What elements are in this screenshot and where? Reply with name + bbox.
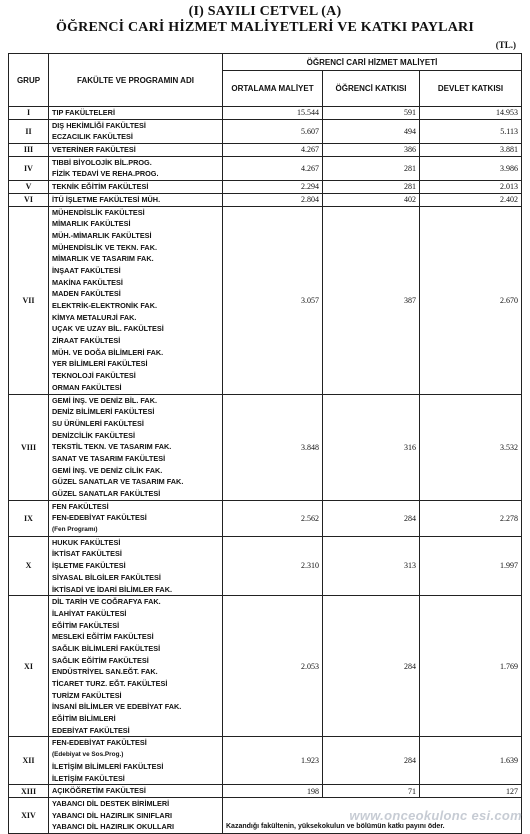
faculty-name: TEKSTİL TEKN. VE TASARIM FAK. (52, 442, 172, 452)
group-number: XI (9, 596, 49, 737)
row-note: Kazandığı fakültenin, yüksekokulun ve bölümün katkı payını öder. (223, 797, 522, 833)
table-row (9, 394, 522, 500)
group-number: IX (9, 500, 49, 536)
faculty-list (49, 144, 223, 157)
table-row (9, 500, 522, 536)
state-share-value: 3.881 (420, 144, 522, 157)
average-cost-value: 2.804 (223, 193, 323, 206)
group-number: III (9, 144, 49, 157)
student-share-value: 284 (323, 596, 420, 737)
faculty-name: İKTİSADİ VE İDARİ BİLİMLER FAK. (52, 584, 172, 594)
student-share-value: 386 (323, 144, 420, 157)
header-average-cost: ORTALAMA MALİYET (223, 71, 323, 107)
faculty-name: GÜZEL SANATLAR VE TASARIM FAK. (52, 477, 184, 487)
faculty-name: İNŞAAT FAKÜLTESİ (52, 265, 121, 275)
state-share-value: 1.769 (420, 596, 522, 737)
faculty-name: YABANCI DİL HAZIRLIK SINIFLARI (52, 810, 172, 820)
faculty-list (49, 156, 223, 180)
faculty-name: DENİZCİLİK FAKÜLTESİ (52, 430, 135, 440)
faculty-name: TIBBİ BİYOLOJİK BİL.PROG. (52, 157, 152, 167)
state-share-value: 5.113 (420, 119, 522, 143)
faculty-name: MÜHENDİSLİK FAKÜLTESİ (52, 207, 145, 217)
site-watermark: www.onceokulonc esi.com (349, 808, 522, 823)
group-number: VI (9, 193, 49, 206)
table-row (9, 119, 522, 143)
group-number: IV (9, 156, 49, 180)
average-cost-value: 4.267 (223, 144, 323, 157)
faculty-name: TURİZM FAKÜLTESİ (52, 690, 122, 700)
faculty-name: İŞLETME FAKÜLTESİ (52, 561, 126, 571)
student-share-value: 494 (323, 119, 420, 143)
faculty-name: FİZİK TEDAVİ VE REHA.PROG. (52, 169, 159, 179)
table-row (9, 181, 522, 194)
group-number: I (9, 107, 49, 120)
faculty-name: İNSANİ BİLİMLER VE EDEBİYAT FAK. (52, 702, 182, 712)
state-share-value: 2.402 (420, 193, 522, 206)
student-share-value: 313 (323, 536, 420, 595)
average-cost-value: 3.057 (223, 206, 323, 394)
faculty-list (49, 797, 223, 833)
faculty-name: GÜZEL SANATLAR FAKÜLTESİ (52, 489, 161, 498)
student-share-value: 284 (323, 500, 420, 536)
state-share-value: 3.532 (420, 394, 522, 500)
faculty-list (49, 181, 223, 194)
faculty-name: EDEBİYAT FAKÜLTESİ (52, 725, 130, 735)
student-share-value: 281 (323, 181, 420, 194)
group-number: X (9, 536, 49, 595)
faculty-list (49, 500, 223, 536)
faculty-name: İTÜ İŞLETME FAKÜLTESİ MÜH. (52, 194, 161, 204)
table-row (9, 107, 522, 120)
header-state-share: DEVLET KATKISI (420, 71, 522, 107)
state-share-value: 2.670 (420, 206, 522, 394)
faculty-name: MÜH. VE DOĞA BİLİMLERİ FAK. (52, 347, 164, 357)
average-cost-value: 5.607 (223, 119, 323, 143)
faculty-name: FEN-EDEBİYAT FAKÜLTESİ (52, 738, 147, 748)
state-share-value: 127 (420, 785, 522, 798)
faculty-name: SANAT VE TASARIM FAKÜLTESİ (52, 453, 166, 463)
faculty-list (49, 394, 223, 500)
faculty-name: UÇAK VE UZAY BİL. FAKÜLTESİ (52, 324, 164, 334)
average-cost-value: 15.544 (223, 107, 323, 120)
faculty-name: TEKNİK EĞİTİM FAKÜLTESİ (52, 182, 149, 192)
state-share-value: 3.986 (420, 156, 522, 180)
faculty-name: DIŞ HEKİMLİĞİ FAKÜLTESİ (52, 120, 146, 130)
table-row (9, 144, 522, 157)
group-number: II (9, 119, 49, 143)
state-share-value: 2.013 (420, 181, 522, 194)
faculty-name: YABANCI DİL DESTEK BİRİMLERİ (52, 798, 170, 808)
faculty-name: (Fen Programı) (52, 526, 98, 534)
faculty-name: YER BİLİMLERİ FAKÜLTESİ (52, 359, 148, 369)
group-number: XII (9, 737, 49, 785)
faculty-name: ECZACILIK FAKÜLTESİ (52, 132, 133, 142)
cost-table (8, 53, 522, 834)
faculty-name: ENDÜSTRİYEL SAN.EĞT. FAK. (52, 667, 158, 677)
table-row (9, 193, 522, 206)
faculty-name: İKTİSAT FAKÜLTESİ (52, 549, 122, 559)
document-subtitle: ÖĞRENCİ CARİ HİZMET MALİYETLERİ VE KATKI PAYLARI (55, 20, 474, 35)
table-row (9, 737, 522, 785)
student-share-value: 71 (323, 785, 420, 798)
faculty-name: MESLEKİ EĞİTİM FAKÜLTESİ (52, 632, 154, 642)
student-share-value: 402 (323, 193, 420, 206)
faculty-name: MİMARLIK VE TASARIM FAK. (52, 254, 154, 264)
average-cost-value: 2.053 (223, 596, 323, 737)
student-share-value: 387 (323, 206, 420, 394)
faculty-list (49, 119, 223, 143)
faculty-name: GEMİ İNŞ. VE DENİZ CİLİK FAK. (52, 465, 163, 475)
faculty-name: KİMYA METALURJİ FAK. (52, 312, 137, 322)
average-cost-value: 2.294 (223, 181, 323, 194)
faculty-list (49, 737, 223, 785)
header-grup: GRUP (9, 54, 49, 107)
faculty-name: MÜHENDİSLİK VE TEKN. FAK. (52, 242, 157, 252)
faculty-name: DENİZ BİLİMLERİ FAKÜLTESİ (52, 407, 155, 417)
average-cost-value: 198 (223, 785, 323, 798)
faculty-name: YABANCI DİL HAZIRLIK OKULLARI (52, 822, 175, 832)
average-cost-value: 3.848 (223, 394, 323, 500)
faculty-name: MÜH.-MİMARLIK FAKÜLTESİ (52, 230, 152, 240)
group-number: VIII (9, 394, 49, 500)
average-cost-value: 2.562 (223, 500, 323, 536)
table-row (9, 206, 522, 394)
faculty-list (49, 193, 223, 206)
group-number: V (9, 181, 49, 194)
faculty-name: TIP FAKÜLTELERİ (52, 108, 115, 117)
group-number: VII (9, 206, 49, 394)
average-cost-value: 1.923 (223, 737, 323, 785)
table-row (9, 785, 522, 798)
faculty-name: ELEKTRİK-ELEKTRONİK FAK. (52, 301, 157, 310)
state-share-value: 1.639 (420, 737, 522, 785)
state-share-value: 14.953 (420, 107, 522, 120)
currency-unit: (TL.) (495, 40, 516, 50)
faculty-name: İLETİŞİM BİLİMLERİ FAKÜLTESİ (52, 761, 164, 771)
faculty-name: MAKİNA FAKÜLTESİ (52, 277, 123, 287)
faculty-name: FEN FAKÜLTESİ (52, 501, 109, 511)
faculty-name: FEN-EDEBİYAT FAKÜLTESİ (52, 513, 147, 523)
average-cost-value: 2.310 (223, 536, 323, 595)
faculty-name: HUKUK FAKÜLTESİ (52, 537, 121, 547)
faculty-name: ORMAN FAKÜLTESİ (52, 382, 122, 392)
faculty-list (49, 596, 223, 737)
faculty-name: EĞİTİM BİLİMLERİ (52, 714, 116, 724)
faculty-name: (Edebiyat ve Sos.Prog.) (52, 751, 124, 759)
group-number: XIII (9, 785, 49, 798)
faculty-name: SAĞLIK EĞİTİM FAKÜLTESİ (52, 655, 149, 665)
faculty-name: MİMARLIK FAKÜLTESİ (52, 219, 131, 229)
faculty-name: SU ÜRÜNLERİ FAKÜLTESİ (52, 418, 144, 428)
faculty-name: SAĞLIK BİLİMLERİ FAKÜLTESİ (52, 643, 161, 653)
document-title: (I) SAYILI CETVEL (A) (188, 4, 342, 19)
header-cost-group: ÖĞRENCİ CARİ HİZMET MALİYETİ (223, 54, 522, 71)
faculty-name: TEKNOLOJİ FAKÜLTESİ (52, 371, 136, 381)
table-row (9, 596, 522, 737)
average-cost-value: 4.267 (223, 156, 323, 180)
faculty-name: EĞİTİM FAKÜLTESİ (52, 620, 120, 630)
faculty-name: VETERİNER FAKÜLTESİ (52, 145, 136, 155)
group-number: XIV (9, 797, 49, 833)
student-share-value: 284 (323, 737, 420, 785)
faculty-name: SİYASAL BİLGİLER FAKÜLTESİ (52, 572, 161, 582)
header-faculty: FAKÜLTE VE PROGRAMIN ADI (49, 54, 223, 107)
faculty-list (49, 785, 223, 798)
state-share-value: 2.278 (420, 500, 522, 536)
faculty-name: AÇIKÖĞRETİM FAKÜLTESİ (52, 786, 146, 796)
faculty-list (49, 206, 223, 394)
faculty-list (49, 107, 223, 120)
faculty-name: İLETİŞİM FAKÜLTESİ (52, 773, 125, 783)
faculty-name: ZİRAAT FAKÜLTESİ (52, 336, 121, 346)
student-share-value: 316 (323, 394, 420, 500)
header-student-share: ÖĞRENCİ KATKISI (323, 71, 420, 107)
table-row (9, 536, 522, 595)
faculty-name: MADEN FAKÜLTESİ (52, 289, 121, 299)
faculty-name: TİCARET TURZ. EĞT. FAKÜLTESİ (52, 679, 168, 688)
faculty-name: GEMİ İNŞ. VE DENİZ BİL. FAK. (52, 395, 158, 405)
faculty-list (49, 536, 223, 595)
student-share-value: 281 (323, 156, 420, 180)
faculty-name: İLAHİYAT FAKÜLTESİ (52, 608, 127, 618)
faculty-name: DİL TARİH VE COĞRAFYA FAK. (52, 597, 161, 607)
state-share-value: 1.997 (420, 536, 522, 595)
student-share-value: 591 (323, 107, 420, 120)
table-row (9, 156, 522, 180)
